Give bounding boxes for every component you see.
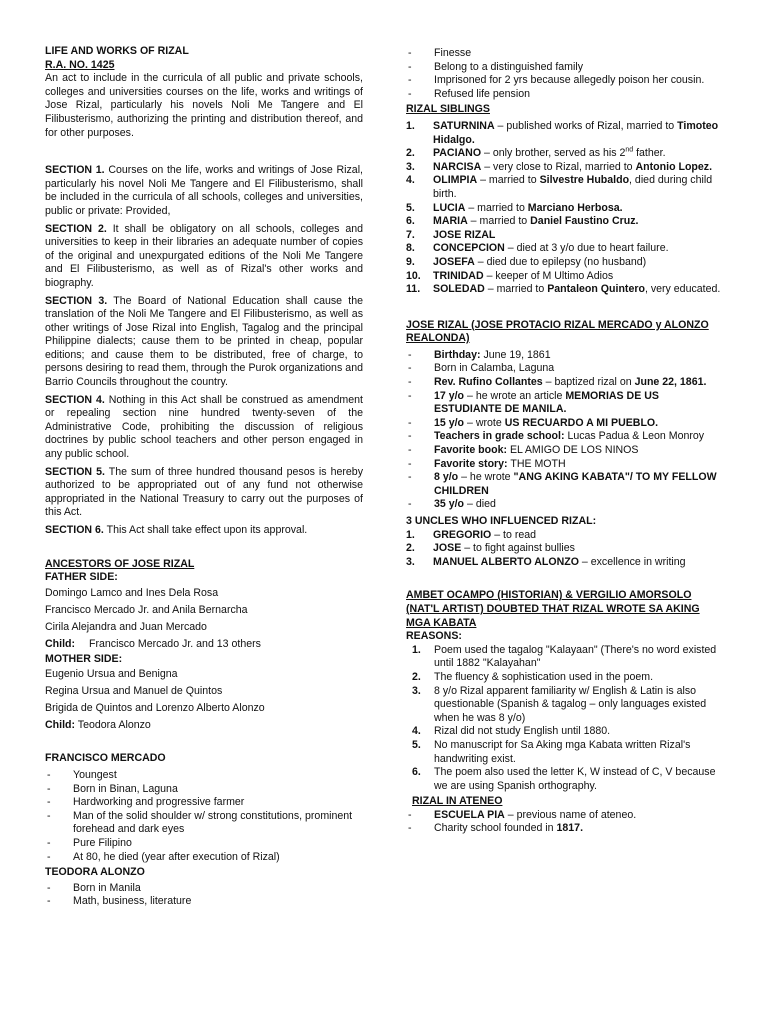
ancestors-heading: ANCESTORS OF JOSE RIZAL: [45, 557, 195, 570]
ateneo-list: [406, 809, 726, 836]
mother-child: Child: Teodora Alonzo: [45, 719, 151, 732]
sibling-item: 6. MARIA – married to Daniel Faustino Cruz.: [406, 215, 639, 228]
uncle-item: 2. JOSE – to fight against bullies: [406, 542, 575, 555]
list-item: - Hardworking and progressive farmer: [45, 796, 363, 810]
list-item: - Born in Binan, Laguna: [45, 783, 363, 797]
father-side-list: [45, 585, 363, 653]
section-paragraph: SECTION 4. Nothing in this Act shall be construed as amendment or repealing section nine hundred twenty-seven of the Administrative Code, prohibiting the discussion of religious doctrines by public school teachers and other person engaged in any public school.: [45, 393, 363, 461]
reason-item: 1. Poem used the tagalog "Kalayaan" (There's no word existed until 1882 "Kalayahan": [412, 643, 717, 670]
sibling-item: 11. SOLEDAD – married to Pantaleon Quintero, very educated.: [406, 283, 721, 296]
list-item: - 17 y/o – he wrote an article MEMORIAS DE US ESTUDIANTE DE MANILA.: [406, 390, 726, 417]
section-paragraph: SECTION 5. The sum of three hundred thousand pesos is hereby authorized to be appropriated out of any fund not otherwise appropriated in the National Treasury to carry out the purposes of this Act.: [45, 465, 363, 519]
list-item: Cirila Alejandra and Juan Mercado: [45, 620, 207, 633]
jose-heading: JOSE RIZAL (JOSE PROTACIO RIZAL MERCADO y ALONZO REALONDA): [406, 318, 709, 345]
list-item: - Man of the solid shoulder w/ strong constitutions, prominent forehead and dark eyes: [45, 810, 363, 837]
right-column: [406, 0, 726, 836]
teodora-heading: TEODORA ALONZO: [45, 866, 145, 879]
left-column: [45, 0, 363, 909]
doc-title: LIFE AND WORKS OF RIZAL: [45, 45, 189, 57]
mother-side-list: [45, 666, 363, 734]
list-item: Brigida de Quintos and Lorenzo Alberto Alonzo: [45, 702, 265, 715]
sections: [45, 164, 363, 537]
list-item: - ESCUELA PIA – previous name of ateneo.: [406, 809, 726, 823]
list-item: Eugenio Ursua and Benigna: [45, 668, 178, 681]
reason-item: 4. Rizal did not study English until 1880.: [412, 725, 611, 738]
teodora-list: [45, 882, 363, 909]
siblings-heading: RIZAL SIBLINGS: [406, 103, 490, 116]
francisco-list: [45, 769, 363, 864]
list-item: Regina Ursua and Manuel de Quintos: [45, 685, 223, 698]
list-item: - Born in Manila: [45, 882, 363, 896]
ateneo-heading: RIZAL IN ATENEO: [412, 795, 503, 808]
list-item: - Imprisoned for 2 yrs because allegedly poison her cousin.: [406, 74, 726, 88]
uncle-item: 1. GREGORIO – to read: [406, 528, 537, 541]
list-item: - Favorite story: THE MOTH: [406, 458, 726, 472]
section-paragraph: SECTION 6. This Act shall take effect upon its approval.: [45, 524, 308, 536]
list-item: - Finesse: [406, 47, 726, 61]
list-item: - Born in Calamba, Laguna: [406, 362, 726, 376]
list-item: - Belong to a distinguished family: [406, 61, 726, 75]
sibling-item: 1. SATURNINA – published works of Rizal, married to Timoteo Hidalgo.: [406, 119, 719, 146]
francisco-heading: FRANCISCO MERCADO: [45, 752, 166, 765]
list-item: - 35 y/o – died: [406, 498, 726, 512]
list-item: - Birthday: June 19, 1861: [406, 349, 726, 363]
sibling-item: 10. TRINIDAD – keeper of M Ultimo Adios: [406, 269, 614, 282]
section-paragraph: SECTION 2. It shall be obligatory on all schools, colleges and universities to keep in their libraries an adequate number of copies of the original and unexpurgated editions of the Noli Me Tangere and El Filibusterismo, as well as of Rizal's other works and biography.: [45, 222, 363, 289]
act-intro: An act to include in the curricula of all public and private schools, colleges and universities courses on the life, works and writings of Jose Rizal, particularly his novels Noli Me Tangere and El Filibusterismo, authorizing the printing and distribution thereof, and for other purposes.: [45, 72, 363, 139]
list-item: - Math, business, literature: [45, 895, 363, 909]
list-item: - 15 y/o – wrote US RECUARDO A MI PUEBLO.: [406, 417, 726, 431]
uncles-list: [406, 529, 726, 570]
sibling-item: 9. JOSEFA – died due to epilepsy (no husband): [406, 255, 647, 268]
list-item: - Youngest: [45, 769, 363, 783]
list-item: Domingo Lamco and Ines Dela Rosa: [45, 586, 219, 599]
sibling-item: 3. NARCISA – very close to Rizal, married to Antonio Lopez.: [406, 160, 713, 173]
list-item: Francisco Mercado Jr. and Anila Bernarcha: [45, 603, 248, 616]
uncle-item: 3. MANUEL ALBERTO ALONZO – excellence in writing: [406, 555, 686, 568]
teodora-list-continued: [406, 47, 726, 101]
sibling-item: 7. JOSE RIZAL: [406, 228, 496, 241]
uncles-heading: 3 UNCLES WHO INFLUENCED RIZAL:: [406, 515, 597, 527]
mother-side-label: MOTHER SIDE:: [45, 652, 123, 665]
reason-item: 5. No manuscript for Sa Aking mga Kabata written Rizal's handwriting exist.: [412, 738, 691, 765]
jose-list: [406, 349, 726, 512]
reason-item: 3. 8 y/o Rizal apparent familiarity w/ English & Latin is also questionable (Spanish & tagalog – only languages existed when he was 8 y/o): [412, 684, 707, 724]
list-item: - Pure Filipino: [45, 837, 363, 851]
ambet-heading: AMBET OCAMPO (HISTORIAN) & VERGILIO AMORSOLO (NAT'L ARTIST) DOUBTED THAT RIZAL WROTE SA AKING MGA KABATA: [406, 589, 700, 629]
father-side-label: FATHER SIDE:: [45, 571, 118, 584]
list-item: - Teachers in grade school: Lucas Padua & Leon Monroy: [406, 430, 726, 444]
section-paragraph: SECTION 1. Courses on the life, works and writings of Jose Rizal, particularly his novel Noli Me Tangere and El Filibusterismo, shall be included in the curricula of all schools, colleges and universities, public or private: Provided,: [45, 164, 363, 217]
father-child: Child: Francisco Mercado Jr. and 13 others: [45, 637, 261, 650]
ra-number: R.A. NO. 1425: [45, 58, 115, 71]
reasons-list: [406, 644, 726, 794]
reasons-label: REASONS:: [406, 630, 462, 643]
list-item: - Charity school founded in 1817.: [406, 822, 726, 836]
reason-item: 6. The poem also used the letter K, W instead of C, V because we are using Spanish orthography.: [412, 766, 716, 792]
list-item: - Rev. Rufino Collantes – baptized rizal on June 22, 1861.: [406, 376, 726, 390]
siblings-list: [406, 120, 726, 297]
sibling-item: 2. PACIANO – only brother, served as his 2nd father.: [406, 146, 666, 160]
section-paragraph: SECTION 3. The Board of National Education shall cause the translation of the Noli Me Tangere and El Filibusterismo, as well as other writings of Jose Rizal into English, Tagalog and the principal Philippine dialects; cause them to be printed in cheap, popular editions; and cause them to be distributed, free of charge, to persons desiring to read them, through the Purok organizations and Barrio Councils throughout the country.: [45, 294, 364, 389]
reason-item: 2. The fluency & sophistication used in the poem.: [412, 670, 654, 683]
list-item: - 8 y/o – he wrote "ANG AKING KABATA"/ TO MY FELLOW CHILDREN: [406, 471, 726, 498]
list-item: - Favorite book: EL AMIGO DE LOS NINOS: [406, 444, 726, 458]
sibling-item: 5. LUCIA – married to Marciano Herbosa.: [406, 201, 623, 214]
list-item: - Refused life pension: [406, 88, 726, 102]
sibling-item: 4. OLIMPIA – married to Silvestre Hubaldo, died during child birth.: [406, 174, 713, 200]
sibling-item: 8. CONCEPCION – died at 3 y/o due to heart failure.: [406, 242, 669, 255]
list-item: - At 80, he died (year after execution of Rizal): [45, 851, 363, 865]
